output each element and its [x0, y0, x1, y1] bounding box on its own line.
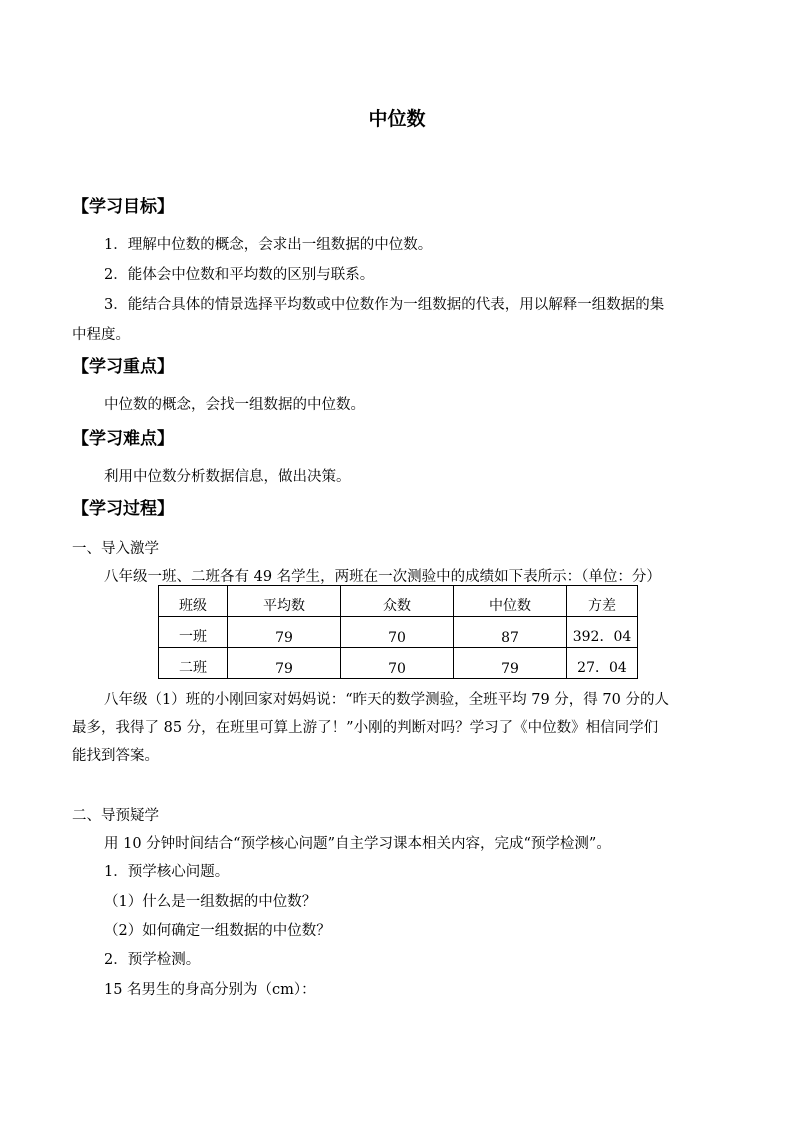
part1-story-line-1: 八年级（1）班的小刚回家对妈妈说：“昨天的数学测验，全班平均 79 分，得 70 分的人	[104, 692, 669, 708]
heading-learning-process: 【学习过程】	[72, 499, 174, 519]
part1-title: 一、导入激学	[72, 541, 159, 557]
table-header-cell: 方差	[567, 586, 638, 617]
part2-line-4: （2）如何确定一组数据的中位数？	[104, 923, 331, 939]
scores-table	[158, 585, 638, 679]
table-cell: 一班	[159, 617, 228, 648]
part2-line-1: 用 10 分钟时间结合“预学核心问题”自主学习课本相关内容，完成“预学检测”。	[104, 836, 611, 852]
table-cell: 70	[341, 617, 454, 648]
table-row	[159, 648, 638, 679]
table-header-row	[159, 586, 638, 617]
part1-story-line-2: 最多，我得了 85 分，在班里可算上游了！”小刚的判断对吗？学习了《中位数》相信同学们	[72, 720, 659, 736]
table-cell: 392．04	[567, 617, 638, 648]
part2-line-2: 1．预学核心问题。	[104, 864, 230, 880]
table-cell: 79	[228, 648, 341, 679]
table-header-cell: 班级	[159, 586, 228, 617]
table-cell: 70	[341, 648, 454, 679]
difficulties-text: 利用中位数分析数据信息，做出决策。	[104, 469, 351, 485]
part1-intro: 八年级一班、二班各有 49 名学生，两班在一次测验中的成绩如下表所示：（单位：分）	[104, 569, 661, 585]
table-cell: 27．04	[567, 648, 638, 679]
table-header-cell: 平均数	[228, 586, 341, 617]
table-cell: 二班	[159, 648, 228, 679]
goal-item-1: 1．理解中位数的概念，会求出一组数据的中位数。	[104, 237, 433, 253]
heading-key-points: 【学习重点】	[72, 357, 174, 377]
part2-line-6: 15 名男生的身高分别为（cm）：	[104, 982, 316, 998]
heading-difficulties: 【学习难点】	[72, 429, 174, 449]
goal-item-3: 3．能结合具体的情景选择平均数或中位数作为一组数据的代表，用以解释一组数据的集	[104, 297, 665, 313]
key-points-text: 中位数的概念，会找一组数据的中位数。	[104, 397, 365, 413]
table-cell: 79	[228, 617, 341, 648]
part2-line-3: （1）什么是一组数据的中位数？	[104, 894, 317, 910]
part2-line-5: 2．预学检测。	[104, 952, 201, 968]
table-cell: 87	[454, 617, 567, 648]
goal-item-2: 2．能体会中位数和平均数的区别与联系。	[104, 267, 375, 283]
part1-story-line-3: 能找到答案。	[72, 748, 159, 764]
heading-learning-goals: 【学习目标】	[72, 197, 174, 217]
goal-item-3-continued: 中程度。	[72, 327, 130, 343]
table-header-cell: 众数	[341, 586, 454, 617]
table-cell: 79	[454, 648, 567, 679]
page-title: 中位数	[368, 108, 426, 130]
part2-title: 二、导预疑学	[72, 808, 159, 824]
table-row	[159, 617, 638, 648]
table-header-cell: 中位数	[454, 586, 567, 617]
